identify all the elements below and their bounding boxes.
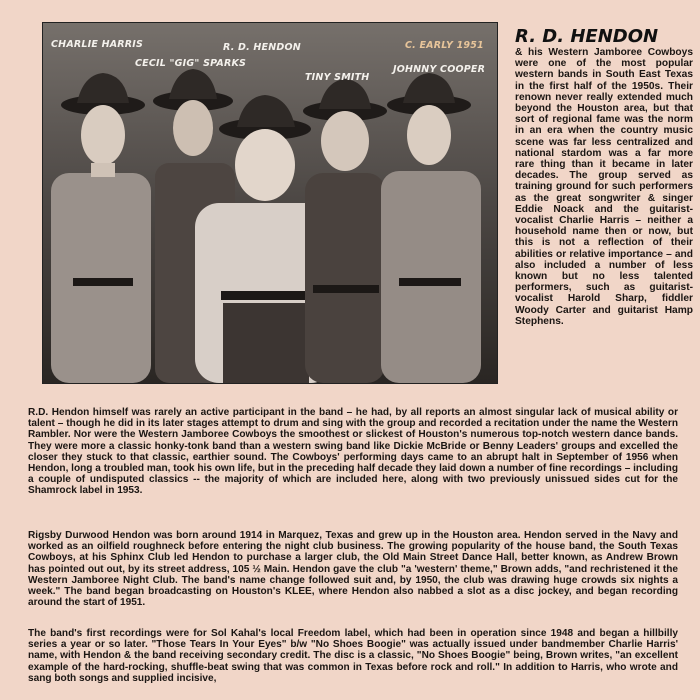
article-intro: & his Western Jamboree Cowboys were one of the most popular western bands in South East Texas in the first half of the 1950s. Their renown never really extended much beyond the Houston area, but that sort of regional fame was the norm in an era when the country music scene was far less centralized and national stardom was a far more rare thing than it became in later decades. The group served as training ground for such performers as the great songwriter & singer Eddie Noack and the guitarist-vocalist Charlie Harris – neither a household name then or now, but this is not a reflection of their abilities or relative importance – and also included a number of less known but no less talented performers, such as guitarist-vocalist Harold Sharp, fiddler Woody Carter and guitarist Hamp Stephens. xyxy=(515,47,693,327)
article-title: R. D. HENDON xyxy=(515,26,659,47)
label-johnny-cooper: JOHNNY COOPER xyxy=(393,64,486,75)
label-tiny-smith: TINY SMITH xyxy=(305,72,370,83)
paragraph-2: Rigsby Durwood Hendon was born around 1914 in Marquez, Texas and grew up in the Houston area. Hendon served in the Navy and worked as an oilfield roughneck before entering the night club business. The growing popularity of the house band, the South Texas Cowboys, at his Sphinx Club led Hendon to purchase a larger club, the Old Main Street Dance Hall, better known, as Andrew Brown has pointed out out, by its street address, 105 ½ Main. Hendon gave the club "a 'western' theme," Brown adds, "and rechristened it the Western Jamboree Night Club. The band's name change followed suit and, by 1950, the club was drawing huge crowds six nights a week." The band began broadcasting on Houston's KLEE, where Hendon also nabbed a slot as a disc jockey, and began recording around the start of 1951. xyxy=(28,530,678,609)
paragraph-1: R.D. Hendon himself was rarely an active participant in the band – he had, by all reports an almost singular lack of musical ability or talent – though he did in its later stages attempt to drum and sing with the group and recorded a recitation under the name the Western Rambler. Nor were the Western Jamboree Cowboys the smoothest or slickest of Houston's numerous top-notch western dance bands. They were more a classic honky-tonk band than a western swing band like Dickie McBride or Benny Leaders' groups and excelled the closer they stuck to that classic, earthier sound. The Cowboys' performing days came to an abrupt halt in September of 1956 when Hendon, long a troubled man, took his own life, but in the preceding half decade they laid down a number of fine recordings – including a couple of undisputed classics -- the majority of which are included here, along with two previously unissued sides cut for the Shamrock label in 1953. xyxy=(28,407,678,497)
label-rd-hendon: R. D. HENDON xyxy=(223,42,301,53)
label-c-early-1951: C. EARLY 1951 xyxy=(405,40,484,51)
label-cecil-sparks: CECIL "GIG" SPARKS xyxy=(135,58,247,69)
band-photo-figures xyxy=(43,23,497,383)
band-photo xyxy=(42,22,498,384)
paragraph-3: The band's first recordings were for Sol Kahal's local Freedom label, which had been in operation since 1948 and began a hillbilly series a year or so later. "Those Tears In Your Eyes" b/w "No Shoes Boogie" was actually issued under bandmember Charlie Harris' name, with Hendon & the band receiving secondary credit. The disc is a classic, "No Shoes Boogie" being, Brown writes, "an excellent example of the hard-rocking, shuffle-beat swing that was common in Texas before rock and roll." In addition to Harris, who wrote and sang both songs and supplied incisive, xyxy=(28,628,678,684)
label-charlie-harris: CHARLIE HARRIS xyxy=(51,39,144,50)
